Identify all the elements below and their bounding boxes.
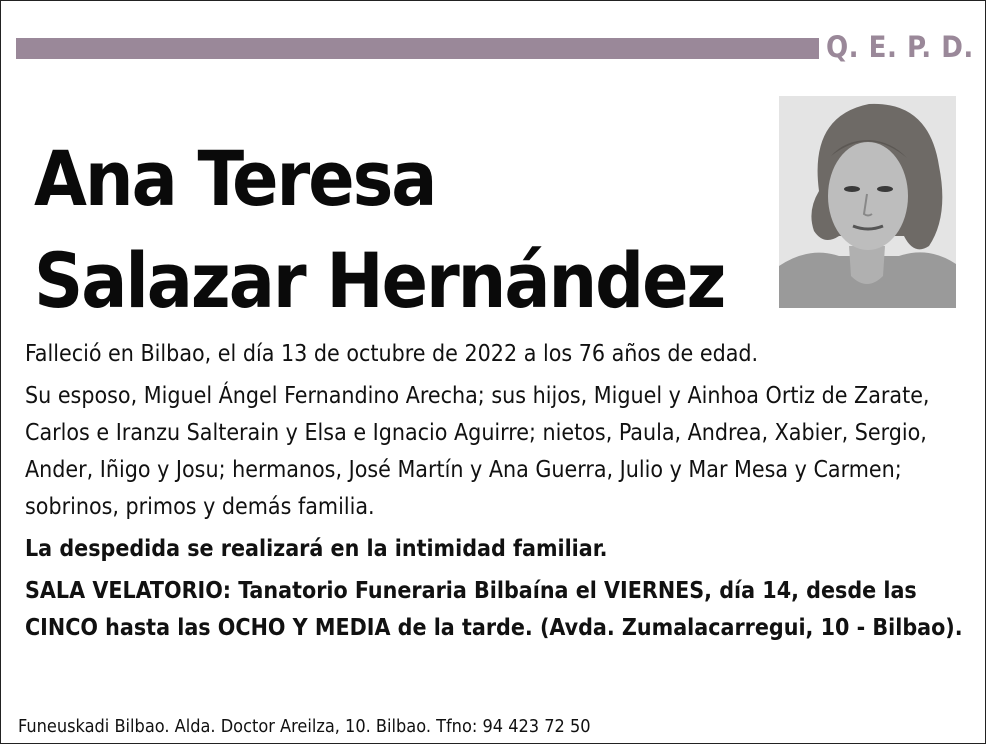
name-line-1: Ana Teresa xyxy=(34,134,436,223)
obituary-body xyxy=(25,336,970,652)
header-band xyxy=(16,38,819,59)
portrait-photo xyxy=(779,96,956,308)
death-statement: Falleció en Bilbao, el día 13 de octubre de 2022 a los 76 años de edad. xyxy=(25,341,759,367)
deceased-name xyxy=(34,128,724,332)
funeral-home-footer: Funeuskadi Bilbao. Alda. Doctor Areilza, 10. Bilbao. Tfno: 94 423 72 50 xyxy=(18,716,591,737)
qepd-label: Q. E. P. D. xyxy=(826,30,974,64)
portrait-image xyxy=(779,96,956,308)
farewell-statement: La despedida se realizará en la intimidad familiar. xyxy=(25,536,608,562)
wake-statement: SALA VELATORIO: Tanatorio Funeraria Bilbaína el VIERNES, día 14, desde las CINCO hasta las OCHO Y MEDIA de la tarde. (Avda. Zumalacarregui, 10 - Bilbao). xyxy=(25,578,963,641)
family-statement: Su esposo, Miguel Ángel Fernandino Arecha; sus hijos, Miguel y Ainhoa Ortiz de Zarate, Carlos e Iranzu Salterain y Elsa e Ignacio Aguirre; nietos, Paula, Andrea, Xabier, Sergio, Ander, Iñigo y Josu; hermanos, José Martín y Ana Guerra, Julio y Mar Mesa y Carmen; sobrinos, primos y demás familia. xyxy=(25,383,930,520)
name-line-2: Salazar Hernández xyxy=(34,236,725,325)
